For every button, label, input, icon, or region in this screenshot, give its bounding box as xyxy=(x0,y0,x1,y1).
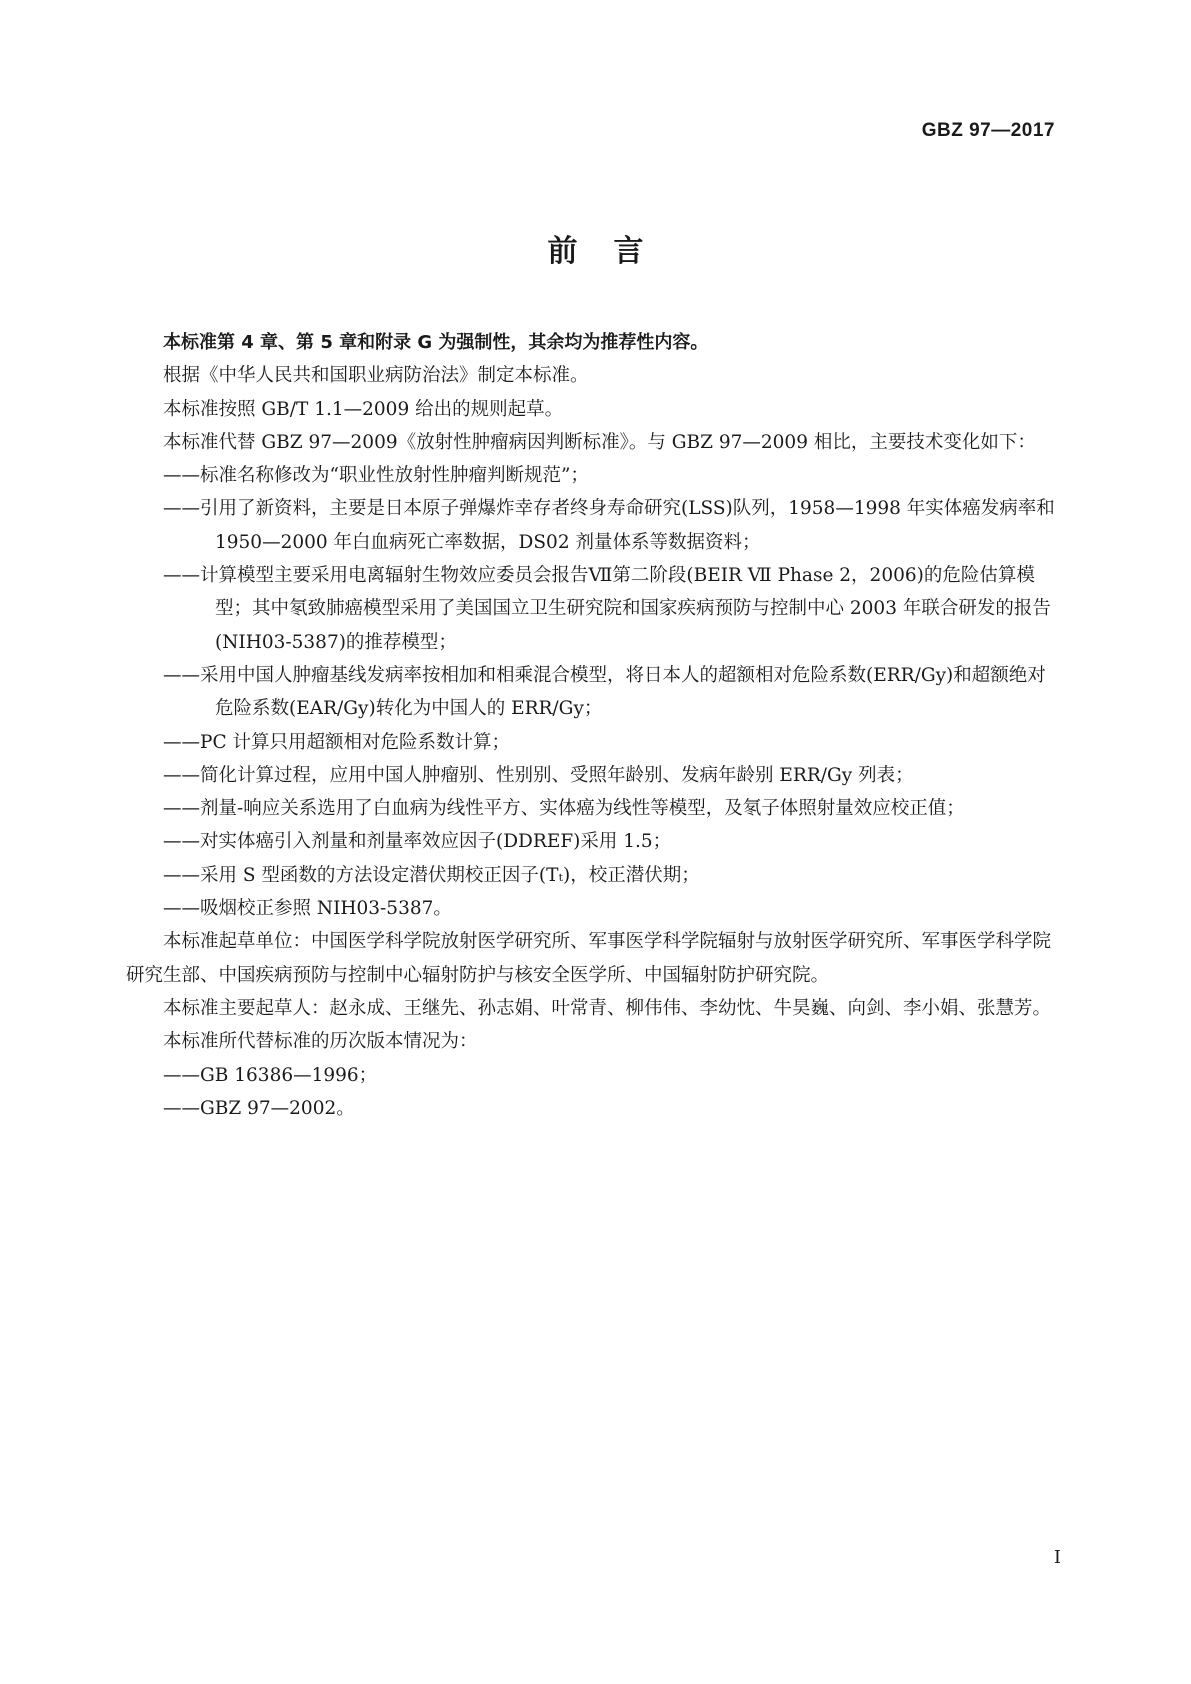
paragraph: 根据《中华人民共和国职业病防治法》制定本标准。 xyxy=(163,365,589,387)
foreword-body xyxy=(126,326,1061,1125)
paragraph: 本标准代替 GBZ 97—2009《放射性肿瘤病因判断标准》。与 GBZ 97—2009 相比，主要技术变化如下： xyxy=(163,431,1036,453)
page-title: 前言 xyxy=(547,234,680,269)
drafters: 本标准主要起草人：赵永成、王继先、孙志娟、叶常青、柳伟伟、李幼忱、牛昊巍、向剑、李小娟、张慧芳。 xyxy=(163,997,1052,1019)
list-item: ——标准名称修改为“职业性放射性肿瘤判断规范”； xyxy=(163,465,589,487)
version-history-heading: 本标准所代替标准的历次版本情况为： xyxy=(163,1031,478,1053)
list-item: ——吸烟校正参照 NIH03-5387。 xyxy=(163,898,452,920)
list-item: ——剂量-响应关系选用了白血病为线性平方、实体癌为线性等模型，及氡子体照射量效应校正值； xyxy=(163,798,965,820)
list-item: ——采用 S 型函数的方法设定潜伏期校正因子(Tₜ)，校正潜伏期； xyxy=(163,864,700,886)
list-item: ——计算模型主要采用电离辐射生物效应委员会报告Ⅶ第二阶段(BEIR Ⅶ Phase 2，2006)的危险估算模型；其中氡致肺癌模型采用了美国国立卫生研究院和国家疾病预防与控制中心 2003 年联合研发的报告(NIH03-5387)的推荐模型； xyxy=(163,565,1051,653)
list-item: ——PC 计算只用超额相对危险系数计算； xyxy=(163,731,510,753)
list-item: ——GB 16386—1996； xyxy=(163,1064,378,1086)
standard-code: GBZ 97—2017 xyxy=(921,120,1055,141)
paragraph: 本标准按照 GB/T 1.1—2009 给出的规则起草。 xyxy=(163,398,564,420)
list-item: ——简化计算过程，应用中国人肿瘤别、性别别、受照年龄别、发病年龄别 ERR/Gy 列表； xyxy=(163,764,914,786)
list-item: ——GBZ 97—2002。 xyxy=(163,1097,355,1119)
list-item: ——采用中国人肿瘤基线发病率按相加和相乘混合模型，将日本人的超额相对危险系数(ERR/Gy)和超额绝对危险系数(EAR/Gy)转化为中国人的 ERR/Gy； xyxy=(163,664,1046,720)
mandatory-statement: 本标准第 4 章、第 5 章和附录 G 为强制性，其余均为推荐性内容。 xyxy=(163,332,709,353)
list-item: ——对实体癌引入剂量和剂量率效应因子(DDREF)采用 1.5； xyxy=(163,831,672,853)
drafting-units: 本标准起草单位：中国医学科学院放射医学研究所、军事医学科学院辐射与放射医学研究所、军事医学科学院研究生部、中国疾病预防与控制中心辐射防护与核安全医学所、中国辐射防护研究院。 xyxy=(126,931,1052,986)
page-number: I xyxy=(1053,1547,1061,1568)
list-item: ——引用了新资料，主要是日本原子弹爆炸幸存者终身寿命研究(LSS)队列，1958—1998 年实体癌发病率和 1950—2000 年白血病死亡率数据，DS02 剂量体系等数据资料； xyxy=(163,498,1055,553)
